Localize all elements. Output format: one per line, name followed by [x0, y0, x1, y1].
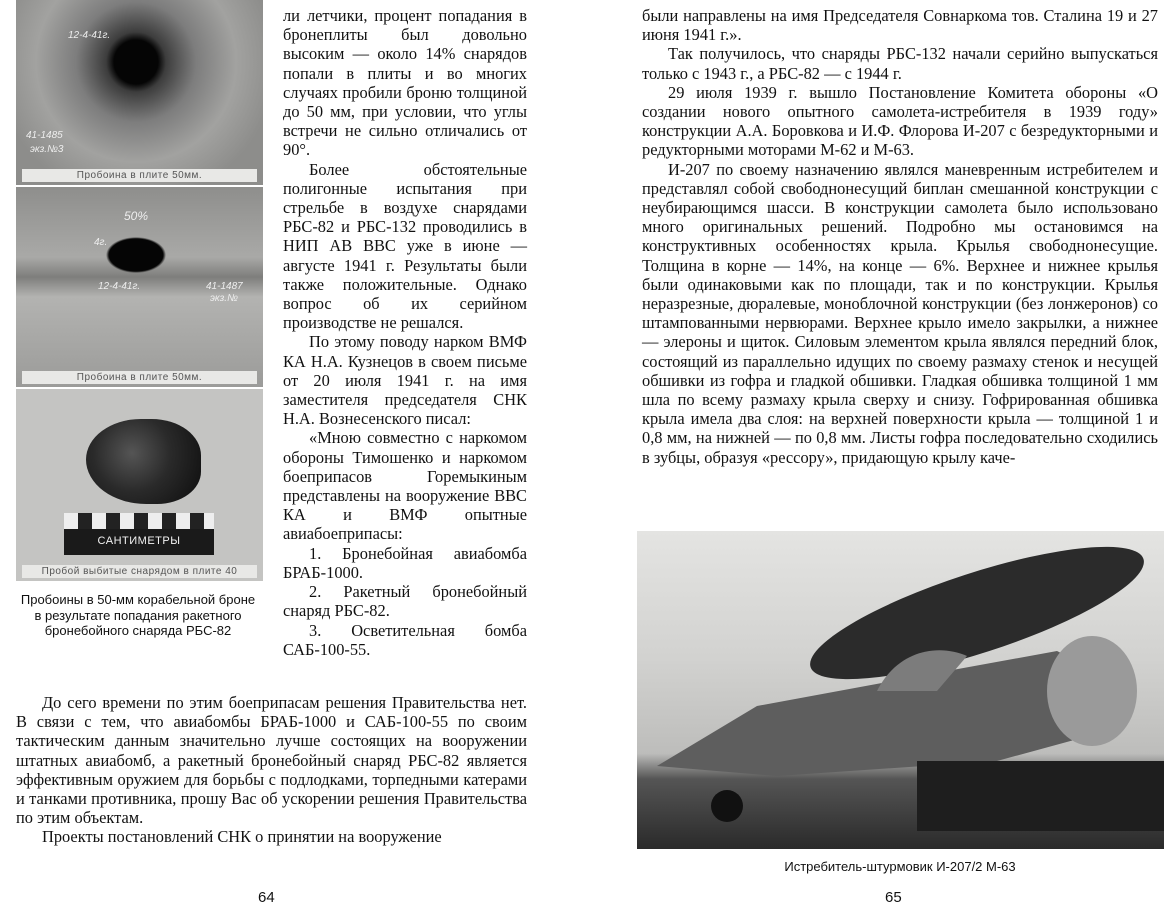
plate-2-note-number: 41-1487: [206, 281, 243, 292]
list-item: 2. Ракетный бронебойный снаряд РБС-82.: [283, 582, 527, 621]
paragraph: До сего времени по этим боеприпасам решения Правительства нет. В связи с тем, что авиабомбы БРАБ-1000 и САБ-100-55 по своим тактическим данным значительно лучше состоящих на вооружении штатных авиабомб, а ракетный бронебойный снаряд РБС-82 является эффективным оружием для борьбы с подлодками, торпедными катерами и танками противника, прошу Вас об ускорении решения Правительства по этим объектам.: [16, 693, 527, 828]
paragraph: 29 июля 1939 г. вышло Постановление Комитета обороны «О создании нового опытного самолета-истребителя в 1939 году» конструкции А.А. Боровкова и И.Ф. Флорова И-207 с безредукторными и редукторными моторами М-62 и М-63.: [642, 82, 1158, 160]
paragraph: И-207 по своему назначению являлся маневренным истребителем и представлял собой свободнонесущий биплан смешанной конструкции с неубирающимся шасси. В конструкции самолета было использовано много оригинальных решений. Подробно мы остановимся на конструктивных особенностях крыла. Крылья свободнонесущие. Толщина в корне — 14%, на конце — 6%. Верхнее и нижнее крылья были одинаковыми как по площади, так и по конструкции. Крылья неразрезные, дюралевые, моноблочной конструкции (без лонжеронов) со штампованными нервюрами. Верхнее крыло имело закрылки, а нижнее — элероны и щиток. Силовым элементом крыла являлся передний блок, состоящий из параллельно идущих по своему размаху стенок и несущей обшивки из гофра и гладкой обшивки. Гладкая обшивка толщиной 1 мм шла по всему размаху крыла сверху и снизу. Гофрированная обшивка крыла имела два слоя: на верхней поверхности крыла — толщиной 1 и 0,8 мм, на нижней — по 0,8 мм. Листы гофра последовательно сходились в зубцы, образуя «рессору», придающую крылу каче-: [642, 159, 1158, 467]
paragraph: По этому поводу нарком ВМФ КА Н.А. Кузнецов в своем письме от 20 июля 1941 г. на имя заместителя председателя СНК Н.А. Вознесенского писал:: [283, 332, 527, 429]
scale-label: САНТИМЕТРЫ: [97, 535, 181, 547]
figure-caption: Пробоины в 50-мм корабельной броне в результате попадания ракетного бронебойного снаряда РБС-82: [20, 592, 256, 638]
page-number: 65: [885, 889, 902, 906]
paragraph: Так получилось, что снаряды РБС-132 начали серийно выпускаться только с 1943 г., а РБС-82 — с 1944 г.: [642, 44, 1158, 83]
quote-paragraph: «Мною совместно с наркомом обороны Тимошенко и наркомом боеприпасов Горемыкиным представлены на вооружение ВВС КА и ВМФ опытные авиабоеприпасы:: [283, 428, 527, 544]
plate-1-note-copy: экз.№3: [30, 144, 64, 155]
plate-1-note-number: 41-1485: [26, 130, 63, 141]
paragraph: Более обстоятельные полигонные испытания при стрельбе в воздухе снарядами РБС-82 и РБС-132 проводились в НИП АВ ВВС уже в июне — августе 1941 г. Результаты были также положительные. Однако вопрос об их серийном производстве не решался.: [283, 159, 527, 333]
plate-2-note-4g: 4г.: [94, 237, 108, 248]
paragraph: Проекты постановлений СНК о принятии на вооружение: [42, 827, 442, 847]
plate-2-note-copy: экз.№: [210, 293, 238, 304]
left-column-text: [283, 6, 527, 659]
page-number: 64: [258, 889, 275, 906]
list-item: 1. Бронебойная авиабомба БРАБ-1000.: [283, 543, 527, 582]
armor-plug-photo: [16, 389, 263, 581]
plate-2-label: Пробоина в плите 50мм.: [22, 371, 257, 384]
aircraft-photo: [637, 531, 1164, 849]
left-page: [0, 0, 560, 912]
paragraph: ли летчики, процент попадания в бронеплиты был довольно высоким — около 14% снарядов попали в плиты и во многих случаях пробили броню толщиной до 50 мм, при условии, что углы встречи не сильно отличались от 90°.: [283, 6, 527, 160]
plate-2-note-date: 12-4-41г.: [98, 281, 141, 292]
armor-plate-photo-1: [16, 0, 263, 185]
photo-caption: Истребитель-штурмовик И-207/2 М-63: [784, 859, 1016, 874]
right-page-text: [642, 6, 1158, 467]
armor-plate-photo-2: [16, 187, 263, 387]
left-full-width-text: [16, 693, 527, 847]
plate-2-note-percent: 50%: [124, 209, 149, 223]
i-207-biplane-illustration: [637, 531, 1164, 849]
paragraph: были направлены на имя Председателя Совнаркома тов. Сталина 19 и 27 июня 1941 г.».: [642, 6, 1158, 45]
plate-1-note-date: 12-4-41г.: [68, 30, 111, 41]
list-item: 3. Осветительная бомба САБ-100-55.: [283, 620, 527, 659]
armor-plug-fragment: [86, 419, 201, 504]
centimeter-scale: [64, 513, 214, 555]
plate-3-label: Пробой выбитые снарядом в плите 40: [22, 565, 257, 578]
right-page: [600, 0, 1171, 912]
plate-1-label: Пробоина в плите 50мм.: [22, 169, 257, 182]
